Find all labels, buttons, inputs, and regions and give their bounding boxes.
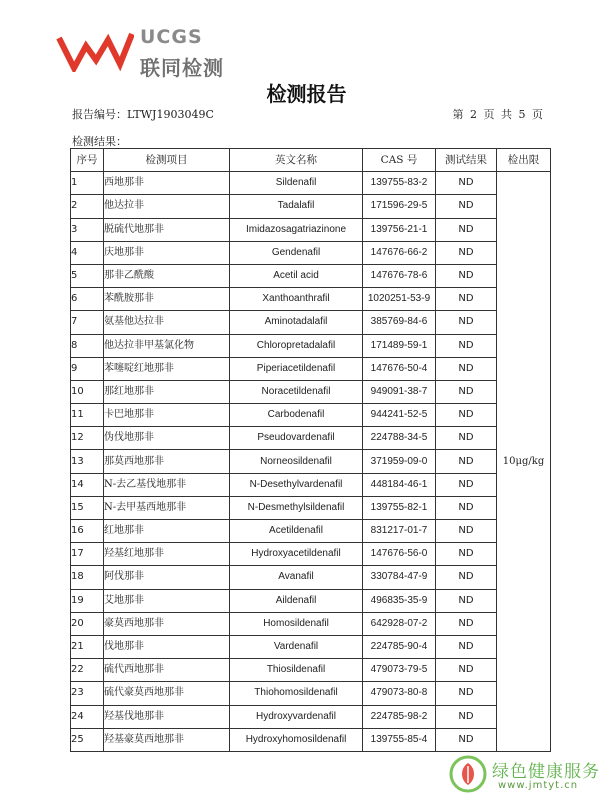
cas-number: 385769-84-6 [363, 311, 436, 334]
cas-number: 147676-56-0 [363, 543, 436, 566]
test-item: 伪伐地那非 [104, 427, 230, 450]
english-name: Imidazosagatriazinone [230, 218, 363, 241]
test-item: 氨基他达拉非 [104, 311, 230, 334]
english-name: Acetildenafil [230, 520, 363, 543]
cas-number: 448184-46-1 [363, 473, 436, 496]
english-name: Hydroxyacetildenafil [230, 543, 363, 566]
row-number: 17 [71, 543, 104, 566]
column-header-limit: 检出限 [497, 149, 551, 172]
section-label: 检测结果： [72, 135, 127, 148]
cas-number: 171596-29-5 [363, 195, 436, 218]
table-row [71, 172, 551, 195]
watermark-text: 绿色健康服务 [492, 762, 600, 782]
table-row [71, 264, 551, 287]
english-name: Thiosildenafil [230, 659, 363, 682]
table-row [71, 543, 551, 566]
english-name: Thiohomosildenafil [230, 682, 363, 705]
row-number: 5 [71, 264, 104, 287]
test-result: ND [436, 589, 497, 612]
company-logo [56, 22, 256, 82]
column-header-item: 检测项目 [104, 149, 230, 172]
table-row [71, 496, 551, 519]
test-item: 羟基豪莫西地那非 [104, 728, 230, 751]
test-item: 苯酰胺那非 [104, 288, 230, 311]
test-result: ND [436, 380, 497, 403]
test-result: ND [436, 612, 497, 635]
cas-number: 479073-80-8 [363, 682, 436, 705]
test-result: ND [436, 543, 497, 566]
test-result: ND [436, 241, 497, 264]
english-name: Homosildenafil [230, 612, 363, 635]
row-number: 11 [71, 404, 104, 427]
watermark-url: www.jmtyt.cn [498, 780, 579, 791]
test-result: ND [436, 496, 497, 519]
cas-number: 496835-35-9 [363, 589, 436, 612]
test-result: ND [436, 288, 497, 311]
row-number: 9 [71, 357, 104, 380]
test-item: 红地那非 [104, 520, 230, 543]
test-item: 羟基伐地那非 [104, 705, 230, 728]
english-name: Aildenafil [230, 589, 363, 612]
test-item: 西地那非 [104, 172, 230, 195]
english-name: Piperiacetildenafil [230, 357, 363, 380]
cas-number: 224788-34-5 [363, 427, 436, 450]
test-result: ND [436, 311, 497, 334]
cas-number: 139756-21-1 [363, 218, 436, 241]
row-number: 8 [71, 334, 104, 357]
watermark [448, 752, 613, 800]
test-item: 硫代西地那非 [104, 659, 230, 682]
row-number: 1 [71, 172, 104, 195]
cas-number: 831217-01-7 [363, 520, 436, 543]
table-row [71, 728, 551, 751]
english-name: N-Desmethylsildenafil [230, 496, 363, 519]
test-item: N-去乙基伐地那非 [104, 473, 230, 496]
table-row [71, 473, 551, 496]
test-item: 伐地那非 [104, 635, 230, 658]
test-result: ND [436, 334, 497, 357]
english-name: Hydroxyhomosildenafil [230, 728, 363, 751]
cas-number: 147676-78-6 [363, 264, 436, 287]
row-number: 21 [71, 635, 104, 658]
report-number: 报告编号：LTWJ1903049C [72, 108, 214, 121]
english-name: Chloropretadalafil [230, 334, 363, 357]
row-number: 16 [71, 520, 104, 543]
test-item: 那莫西地那非 [104, 450, 230, 473]
table-row [71, 612, 551, 635]
english-name: Norneosildenafil [230, 450, 363, 473]
column-header-result: 测试结果 [436, 149, 497, 172]
row-number: 2 [71, 195, 104, 218]
test-item: 苯噻啶红地那非 [104, 357, 230, 380]
test-item: 羟基红地那非 [104, 543, 230, 566]
row-number: 20 [71, 612, 104, 635]
row-number: 15 [71, 496, 104, 519]
test-result: ND [436, 659, 497, 682]
cas-number: 224785-98-2 [363, 705, 436, 728]
test-item: 艾地那非 [104, 589, 230, 612]
english-name: Vardenafil [230, 635, 363, 658]
test-item: 那红地那非 [104, 380, 230, 403]
row-number: 3 [71, 218, 104, 241]
report-title: 检测报告 [266, 82, 347, 106]
test-item: N-去甲基西地那非 [104, 496, 230, 519]
test-result: ND [436, 682, 497, 705]
test-result: ND [436, 705, 497, 728]
test-result: ND [436, 427, 497, 450]
row-number: 22 [71, 659, 104, 682]
table-row [71, 334, 551, 357]
row-number: 14 [71, 473, 104, 496]
table-row [71, 589, 551, 612]
test-item: 豪莫西地那非 [104, 612, 230, 635]
results-table [70, 148, 551, 752]
test-result: ND [436, 404, 497, 427]
table-row [71, 311, 551, 334]
english-name: Hydroxyvardenafil [230, 705, 363, 728]
test-result: ND [436, 473, 497, 496]
test-item: 阿伐那非 [104, 566, 230, 589]
table-row [71, 566, 551, 589]
english-name: Carbodenafil [230, 404, 363, 427]
test-item: 脱硫代地那非 [104, 218, 230, 241]
row-number: 4 [71, 241, 104, 264]
column-header-english: 英文名称 [230, 149, 363, 172]
table-row [71, 288, 551, 311]
english-name: Noracetildenafil [230, 380, 363, 403]
table-row [71, 195, 551, 218]
table-row [71, 218, 551, 241]
logo-english: UCGS [140, 26, 203, 48]
cas-number: 139755-85-4 [363, 728, 436, 751]
test-result: ND [436, 450, 497, 473]
table-row [71, 380, 551, 403]
test-result: ND [436, 218, 497, 241]
cas-number: 147676-66-2 [363, 241, 436, 264]
row-number: 12 [71, 427, 104, 450]
cas-number: 171489-59-1 [363, 334, 436, 357]
test-item: 他达拉非甲基氯化物 [104, 334, 230, 357]
cas-number: 642928-07-2 [363, 612, 436, 635]
test-result: ND [436, 566, 497, 589]
cas-number: 139755-82-1 [363, 496, 436, 519]
row-number: 25 [71, 728, 104, 751]
page-indicator: 第 2 页 共 5 页 [452, 108, 543, 121]
column-header-no: 序号 [71, 149, 104, 172]
test-result: ND [436, 728, 497, 751]
test-item: 他达拉非 [104, 195, 230, 218]
table-row [71, 705, 551, 728]
cas-number: 147676-50-4 [363, 357, 436, 380]
test-result: ND [436, 520, 497, 543]
cas-number: 371959-09-0 [363, 450, 436, 473]
english-name: Xanthoanthrafil [230, 288, 363, 311]
row-number: 18 [71, 566, 104, 589]
test-result: ND [436, 264, 497, 287]
table-row [71, 450, 551, 473]
english-name: N-Desethylvardenafil [230, 473, 363, 496]
cas-number: 944241-52-5 [363, 404, 436, 427]
test-result: ND [436, 172, 497, 195]
row-number: 7 [71, 311, 104, 334]
test-item: 硫代豪莫西地那非 [104, 682, 230, 705]
table-row [71, 520, 551, 543]
table-row [71, 357, 551, 380]
english-name: Gendenafil [230, 241, 363, 264]
row-number: 13 [71, 450, 104, 473]
column-header-cas: CAS 号 [363, 149, 436, 172]
english-name: Aminotadalafil [230, 311, 363, 334]
cas-number: 949091-38-7 [363, 380, 436, 403]
test-item: 那非乙酰酸 [104, 264, 230, 287]
table-row [71, 659, 551, 682]
test-item: 庆地那非 [104, 241, 230, 264]
row-number: 23 [71, 682, 104, 705]
test-result: ND [436, 195, 497, 218]
test-item: 卡巴地那非 [104, 404, 230, 427]
row-number: 19 [71, 589, 104, 612]
row-number: 24 [71, 705, 104, 728]
table-row [71, 682, 551, 705]
crown-logo-icon [56, 28, 134, 72]
logo-chinese: 联同检测 [140, 56, 224, 80]
cas-number: 224785-90-4 [363, 635, 436, 658]
table-row [71, 427, 551, 450]
detection-limit: 10μg/kg [497, 172, 551, 752]
test-result: ND [436, 357, 497, 380]
row-number: 6 [71, 288, 104, 311]
english-name: Acetil acid [230, 264, 363, 287]
english-name: Pseudovardenafil [230, 427, 363, 450]
table-header-row [71, 149, 551, 172]
cas-number: 139755-83-2 [363, 172, 436, 195]
watermark-leaf-icon [448, 754, 488, 794]
cas-number: 479073-79-5 [363, 659, 436, 682]
cas-number: 1020251-53-9 [363, 288, 436, 311]
table-row [71, 241, 551, 264]
test-result: ND [436, 635, 497, 658]
english-name: Sildenafil [230, 172, 363, 195]
table-row [71, 635, 551, 658]
table-row [71, 404, 551, 427]
english-name: Tadalafil [230, 195, 363, 218]
cas-number: 330784-47-9 [363, 566, 436, 589]
row-number: 10 [71, 380, 104, 403]
english-name: Avanafil [230, 566, 363, 589]
